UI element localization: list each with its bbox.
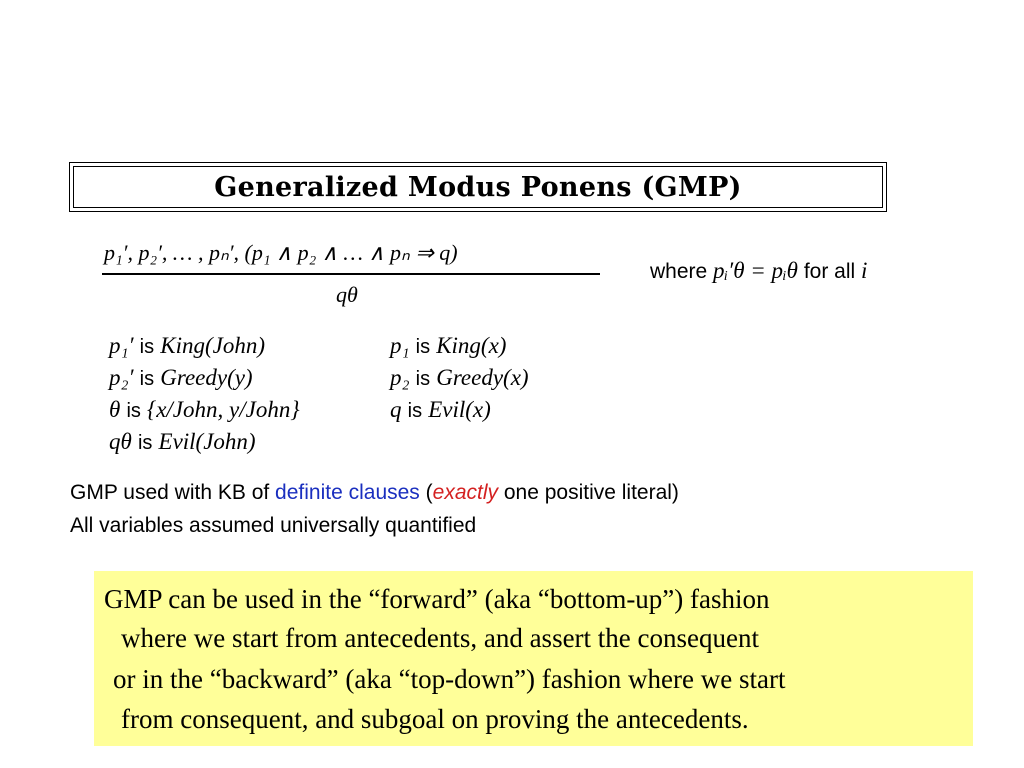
example-symbol: p₂′	[109, 365, 134, 390]
unifier-condition	[650, 258, 867, 284]
for-all-variable: i	[861, 258, 868, 283]
example-symbol: θ	[109, 397, 121, 422]
example-value: Evil(x)	[428, 397, 491, 422]
example-row-left-4	[109, 429, 256, 455]
example-symbol: p₂	[390, 365, 410, 390]
example-value: Greedy(y)	[160, 365, 253, 390]
rule-premises: p₁′, p₂′, … , pₙ′, (p₁ ∧ p₂ ∧ … ∧ pₙ ⇒ q)	[104, 240, 458, 265]
is-word: is	[126, 400, 141, 422]
slide-title: Generalized Modus Ponens (GMP)	[214, 171, 742, 203]
example-row-left-3	[109, 397, 300, 423]
callout-line-1: GMP can be used in the “forward” (aka “bottom-up”) fashion	[104, 584, 770, 614]
forward-backward-callout	[94, 571, 973, 746]
rule-conclusion: qθ	[336, 282, 358, 307]
example-row-right-1	[390, 333, 506, 359]
example-row-left-1	[109, 333, 265, 359]
is-word: is	[415, 336, 431, 358]
example-value: King(John)	[160, 333, 265, 358]
example-symbol: q	[390, 397, 402, 422]
is-word: is	[137, 432, 153, 454]
note-text: one positive literal)	[498, 481, 679, 504]
callout-line-3: or in the “backward” (aka “top-down”) fashion where we start	[113, 664, 786, 694]
callout-line-2: where we start from antecedents, and assert the consequent	[121, 623, 759, 653]
for-all-label: for all	[803, 260, 856, 283]
is-word: is	[407, 400, 423, 422]
definite-clauses-term: definite clauses	[275, 481, 420, 504]
fraction-bar	[102, 273, 600, 275]
where-label: where	[650, 260, 708, 283]
title-box-inner	[73, 166, 883, 208]
title-box	[69, 162, 887, 212]
example-row-right-2	[390, 365, 529, 391]
is-word: is	[139, 368, 155, 390]
example-symbol: qθ	[109, 429, 132, 454]
note-text: (	[419, 481, 433, 504]
example-value: Evil(John)	[158, 429, 256, 454]
example-symbol: p₁	[390, 333, 410, 358]
note-text: GMP used with KB of	[70, 481, 276, 504]
example-value: Greedy(x)	[436, 365, 529, 390]
example-value: King(x)	[436, 333, 507, 358]
example-row-left-2	[109, 365, 253, 391]
example-value: {x/John, y/John}	[147, 397, 300, 422]
variables-quantified-note: All variables assumed universally quantified	[70, 514, 477, 537]
callout-line-4: from consequent, and subgoal on proving the antecedents.	[121, 704, 749, 734]
where-expression: pᵢ′θ = pᵢθ	[713, 258, 798, 283]
gmp-definite-clauses-note	[70, 481, 679, 505]
example-row-right-3	[390, 397, 491, 423]
example-symbol: p₁′	[109, 333, 134, 358]
exactly-emphasis: exactly	[432, 481, 498, 504]
is-word: is	[415, 368, 431, 390]
is-word: is	[139, 336, 155, 358]
